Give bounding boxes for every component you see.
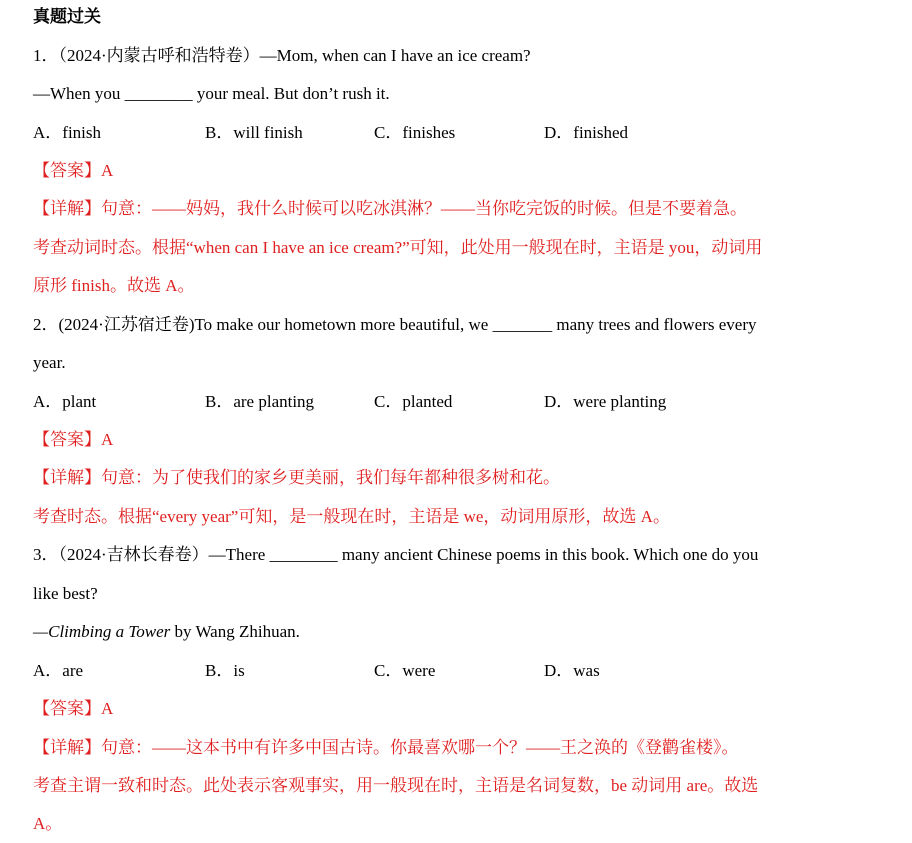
question-3-stem-line: —Climbing a Tower by Wang Zhihuan.	[33, 622, 300, 641]
question-3-explanation-line: A。	[33, 814, 63, 833]
question-3-header: 3．（2024·吉林长春卷）—There ________ many ancient Chinese poems in this book. Which one do you	[33, 545, 759, 564]
question-1-stem-line: —When you ________ your meal. But don’t rush it.	[33, 84, 390, 103]
question-source: (2024·江苏宿迁卷)	[58, 315, 195, 334]
option-b: B．is	[205, 661, 245, 680]
question-1-explanation-line: 原形 finish。故选 A。	[33, 276, 195, 295]
option-a: A．plant	[33, 392, 97, 411]
question-2-explanation-line: 考查时态。根据“every year”可知，是一般现在时，主语是 we，动词用原形，故选 A。	[33, 507, 670, 526]
answer-blank: ________	[124, 84, 193, 103]
question-2-header: 2．(2024·江苏宿迁卷)To make our hometown more beautiful, we _______ many trees and flowers every	[33, 315, 757, 334]
section-title: 真题过关	[33, 7, 101, 26]
question-2-explanation-line: 【详解】句意：为了使我们的家乡更美丽，我们每年都种很多树和花。	[33, 468, 560, 487]
question-source: （2024·内蒙古呼和浩特卷）	[58, 46, 260, 65]
answer-blank: _______	[492, 315, 553, 334]
option-b: B．will finish	[205, 123, 303, 142]
question-1-options	[33, 122, 893, 144]
answer-blank: ________	[269, 545, 338, 564]
question-stem: —Mom, when can I have an ice cream?	[259, 46, 531, 65]
question-3-answer: 【答案】A	[33, 699, 114, 718]
question-2-answer: 【答案】A	[33, 430, 114, 449]
question-1-answer: 【答案】A	[33, 161, 114, 180]
question-2-options	[33, 391, 893, 413]
question-1-explanation-line: 【详解】句意：——妈妈，我什么时候可以吃冰淇淋？——当你吃完饭的时候。但是不要着急。	[33, 199, 747, 218]
option-d: D．was	[544, 661, 600, 680]
question-1-header	[33, 45, 531, 67]
option-c: C．finishes	[374, 123, 456, 142]
question-number: 3．	[33, 545, 59, 564]
question-source: （2024·吉林长春卷）	[58, 545, 209, 564]
question-1-explanation-line: 考查动词时态。根据“when can I have an ice cream?”可知，此处用一般现在时，主语是 you，动词用	[33, 238, 763, 257]
question-3-explanation-line: 考查主谓一致和时态。此处表示客观事实，用一般现在时，主语是名词复数，be 动词用 are。故选	[33, 776, 759, 795]
option-d: D．were planting	[544, 392, 667, 411]
question-3-explanation-line: 【详解】句意：——这本书中有许多中国古诗。你最喜欢哪一个？——王之涣的《登鹳雀楼》。	[33, 738, 739, 757]
option-a: A．finish	[33, 123, 102, 142]
option-d: D．finished	[544, 123, 629, 142]
question-3-options	[33, 660, 893, 682]
question-number: 1．	[33, 46, 59, 65]
option-c: C．were	[374, 661, 436, 680]
option-a: A．are	[33, 661, 84, 680]
question-2-stem-line: year.	[33, 353, 66, 372]
question-number: 2．	[33, 315, 59, 334]
poem-title: —Climbing a Tower	[33, 622, 171, 641]
option-b: B．are planting	[205, 392, 315, 411]
question-3-stem-line: like best?	[33, 584, 98, 603]
option-c: C．planted	[374, 392, 453, 411]
